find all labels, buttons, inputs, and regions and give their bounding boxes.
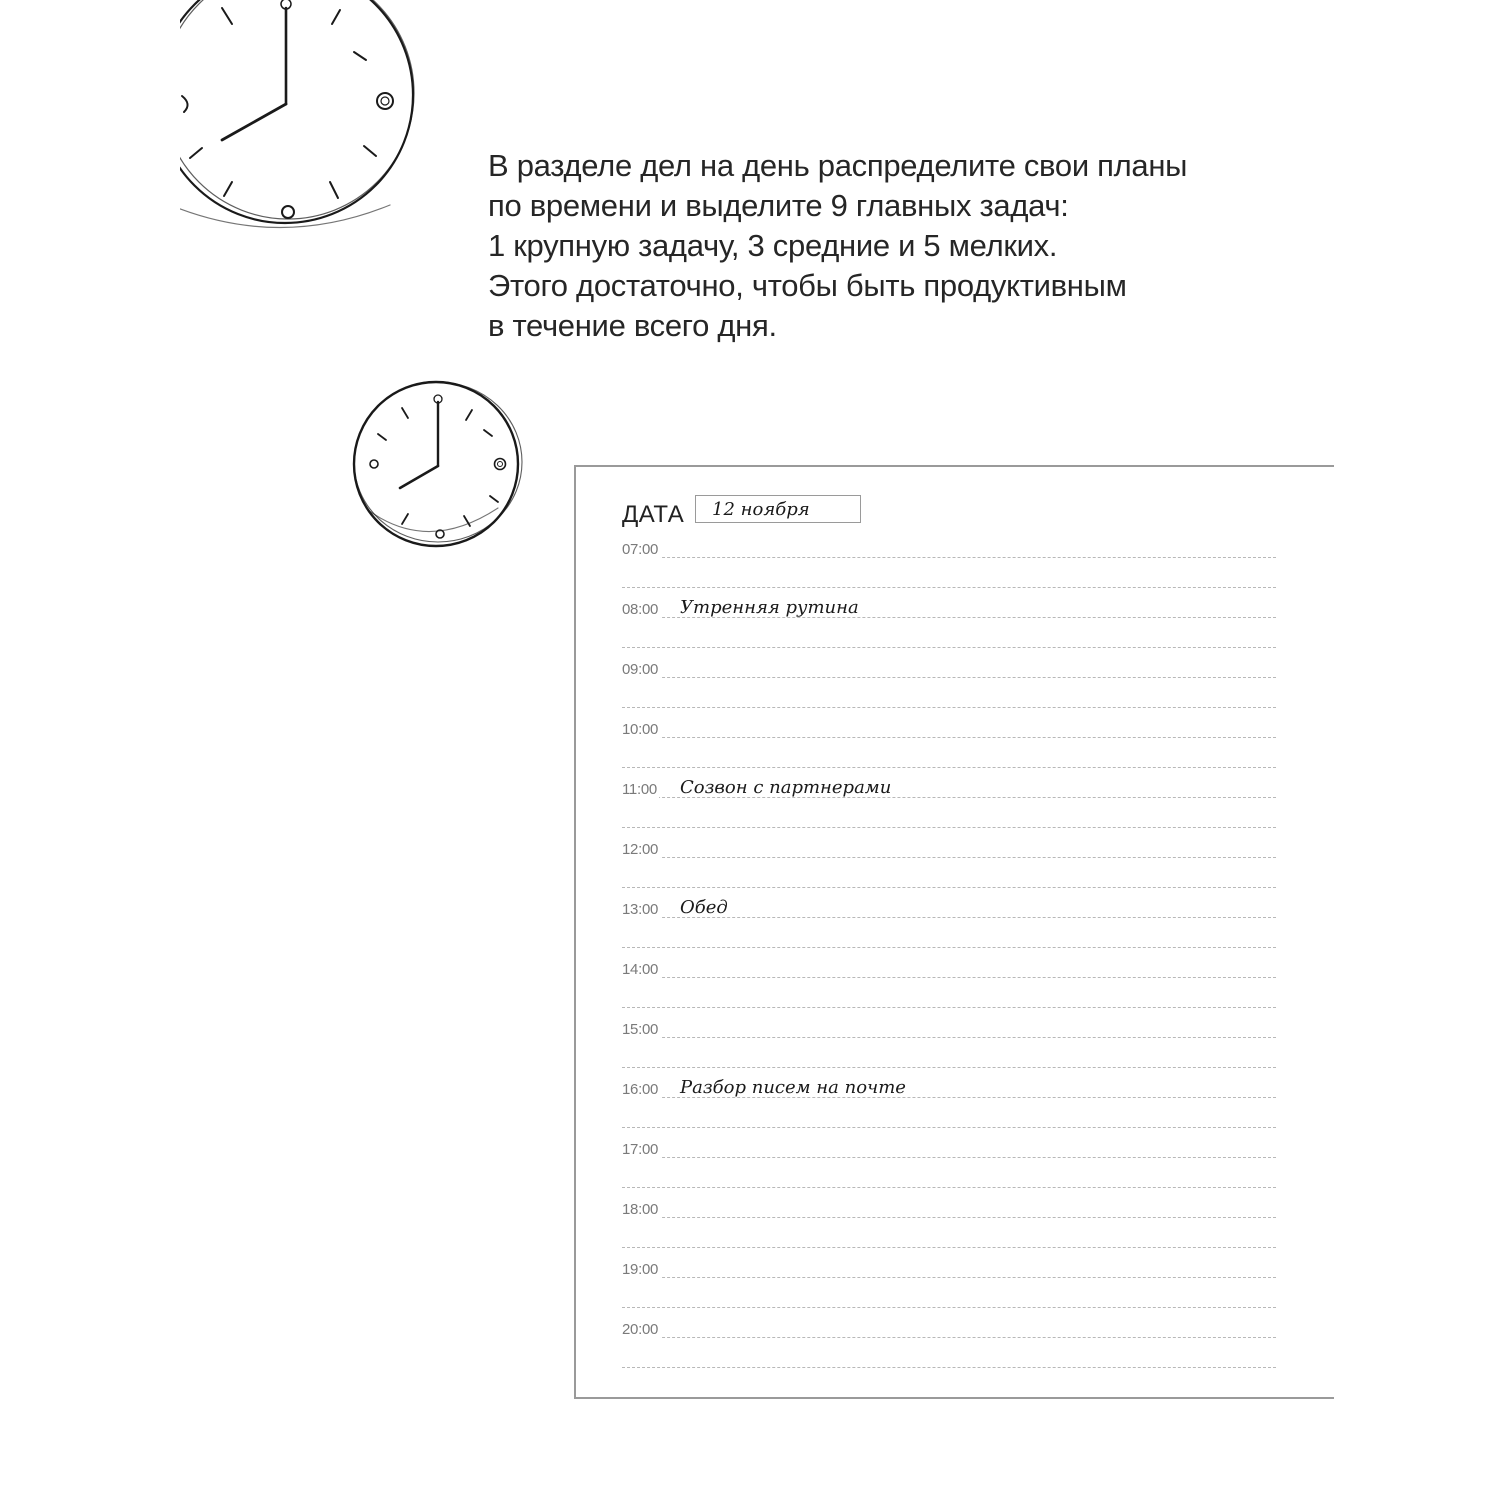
slot-time: 09:00: [622, 661, 659, 678]
rule-line: [622, 677, 1276, 678]
rule-line: [622, 557, 1276, 558]
rule-line: [622, 887, 1276, 888]
rule-line: [622, 647, 1276, 648]
slot-time: 11:00: [622, 781, 657, 798]
rule-line: [622, 1337, 1276, 1338]
rule-line: [622, 977, 1276, 978]
rule-line: [622, 827, 1276, 828]
slot-task: Утренняя рутина: [680, 597, 859, 618]
rule-line: [622, 1217, 1276, 1218]
slot-task: Созвон с партнерами: [680, 777, 892, 798]
rule-line: [622, 1067, 1276, 1068]
intro-line: по времени и выделите 9 главных задач:: [488, 188, 1069, 223]
time-slot[interactable]: [622, 841, 1276, 901]
slot-time: 08:00: [622, 601, 659, 618]
rule-line: [622, 1367, 1276, 1368]
intro-paragraph: [488, 146, 1248, 346]
slot-time: 12:00: [622, 841, 659, 858]
rule-line: [622, 737, 1276, 738]
time-slot[interactable]: [622, 661, 1276, 721]
large-clock-illustration: [180, 0, 440, 250]
intro-line: в течение всего дня.: [488, 308, 777, 343]
slot-time: 17:00: [622, 1141, 659, 1158]
time-slot[interactable]: [622, 1021, 1276, 1081]
time-slots: [622, 541, 1276, 1381]
rule-line: [622, 1007, 1276, 1008]
time-slot[interactable]: [622, 777, 1276, 841]
rule-line: [622, 947, 1276, 948]
time-slot[interactable]: [622, 1201, 1276, 1261]
rule-line: [622, 857, 1276, 858]
time-slot[interactable]: [622, 897, 1276, 961]
slot-time: 18:00: [622, 1201, 659, 1218]
slot-time: 07:00: [622, 541, 659, 558]
rule-line: [622, 1127, 1276, 1128]
time-slot[interactable]: [622, 1141, 1276, 1201]
rule-line: [622, 1037, 1276, 1038]
slot-task: Обед: [680, 897, 728, 918]
slot-task: Разбор писем на почте: [680, 1077, 906, 1098]
rule-line: [622, 587, 1276, 588]
slot-time: 20:00: [622, 1321, 659, 1338]
rule-line: [622, 707, 1276, 708]
date-field[interactable]: [695, 495, 861, 523]
intro-line: В разделе дел на день распределите свои планы: [488, 148, 1188, 183]
rule-line: [622, 1307, 1276, 1308]
clock-icon: [348, 378, 528, 550]
rule-line: [622, 1277, 1276, 1278]
slot-time: 19:00: [622, 1261, 659, 1278]
time-slot[interactable]: [622, 1321, 1276, 1381]
intro-line: Этого достаточно, чтобы быть продуктивным: [488, 268, 1127, 303]
slot-time: 10:00: [622, 721, 659, 738]
slot-time: 13:00: [622, 901, 659, 918]
rule-line: [622, 767, 1276, 768]
intro-line: 1 крупную задачу, 3 средние и 5 мелких.: [488, 228, 1058, 263]
clock-icon: [180, 0, 440, 250]
slot-time: 14:00: [622, 961, 659, 978]
rule-line: [622, 1187, 1276, 1188]
time-slot[interactable]: [622, 597, 1276, 661]
slot-time: 16:00: [622, 1081, 659, 1098]
time-slot[interactable]: [622, 961, 1276, 1021]
daily-planner: [574, 465, 1334, 1399]
date-value: 12 ноября: [712, 499, 810, 520]
date-label: ДАТА: [622, 501, 685, 528]
rule-line: [622, 1247, 1276, 1248]
small-clock-illustration: [348, 378, 528, 550]
slot-time: 15:00: [622, 1021, 659, 1038]
time-slot[interactable]: [622, 541, 1276, 601]
time-slot[interactable]: [622, 1261, 1276, 1321]
time-slot[interactable]: [622, 1077, 1276, 1141]
time-slot[interactable]: [622, 721, 1276, 781]
rule-line: [622, 1157, 1276, 1158]
